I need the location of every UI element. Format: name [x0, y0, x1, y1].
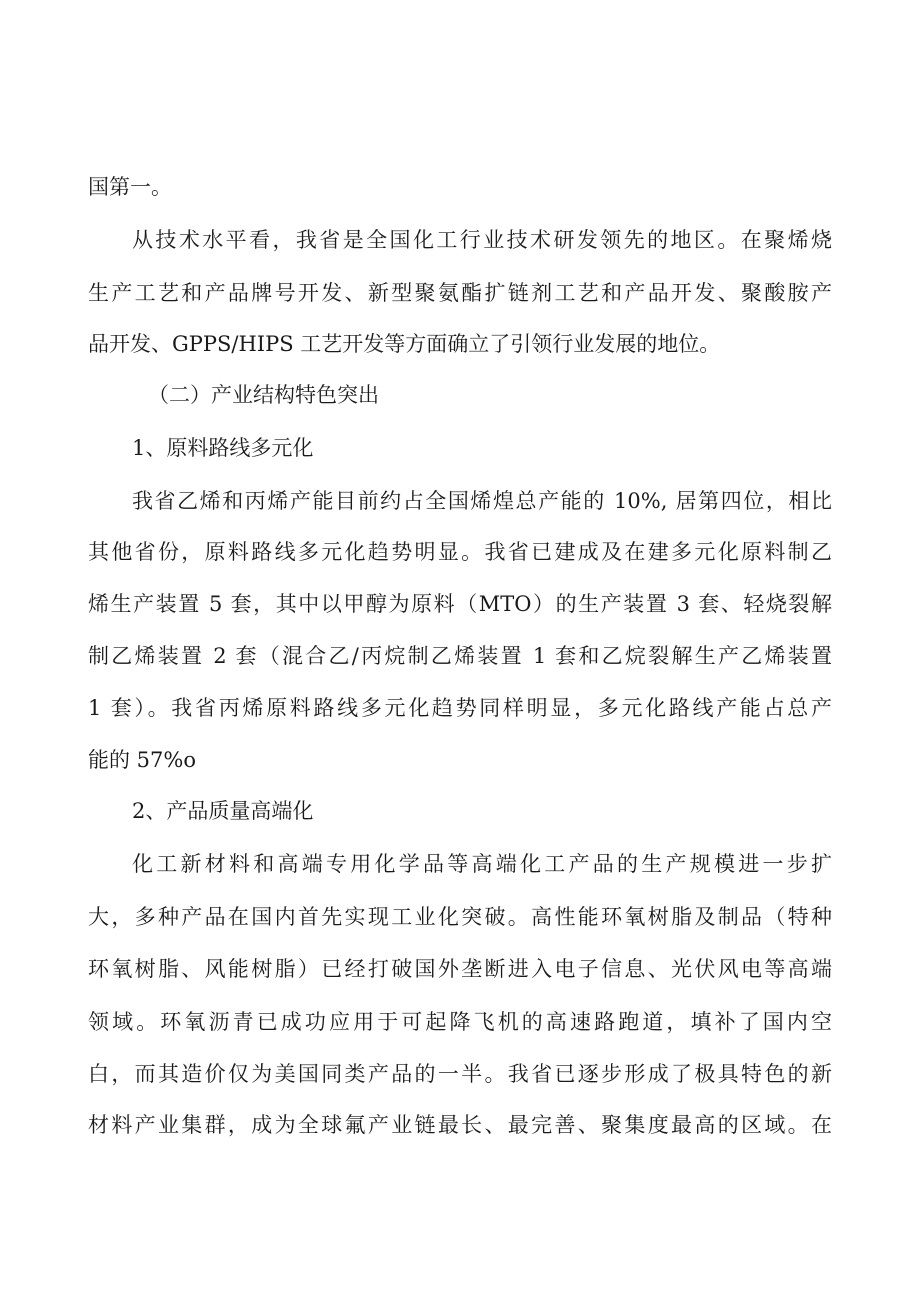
paragraph-line-1: 国第一。	[88, 175, 172, 199]
paragraph-line-14: 领域。环氧沥青已成功应用于可起降飞机的高速路跑道，填补了国内空	[88, 1010, 832, 1034]
paragraph-line-4: 品开发、GPPS/HIPS 工艺开发等方面确立了引领行业发展的地位。	[88, 332, 721, 356]
paragraph-line-5: 我省乙烯和丙烯产能目前约占全国烯煌总产能的 10%, 居第四位，相比	[132, 489, 832, 513]
paragraph-line-6: 其他省份，原料路线多元化趋势明显。我省已建成及在建多元化原料制乙	[88, 540, 832, 564]
paragraph-line-3: 生产工艺和产品牌号开发、新型聚氨酯扩链剂工艺和产品开发、聚酸胺产	[88, 281, 832, 305]
paragraph-line-2: 从技术水平看，我省是全国化工行业技术研发领先的地区。在聚烯烧	[132, 228, 832, 252]
subsection-heading-2: 2、产品质量高端化	[132, 799, 314, 823]
subsection-heading-1: 1、原料路线多元化	[132, 436, 314, 460]
paragraph-line-12: 大，多种产品在国内首先实现工业化突破。高性能环氧树脂及制品（特种	[88, 905, 832, 929]
paragraph-line-11: 化工新材料和高端专用化学品等高端化工产品的生产规模进一步扩	[132, 852, 832, 876]
paragraph-line-10: 能的 57%o	[88, 748, 196, 772]
paragraph-line-13: 环氧树脂、风能树脂）已经打破国外垄断进入电子信息、光伏风电等高端	[88, 957, 832, 981]
section-heading: （二）产业结构特色突出	[148, 383, 379, 407]
paragraph-line-15: 白，而其造价仅为美国同类产品的一半。我省已逐步形成了极具特色的新	[88, 1062, 832, 1086]
paragraph-line-7: 烯生产装置 5 套，其中以甲醇为原料（MTO）的生产装置 3 套、轻烧裂解	[88, 592, 832, 616]
paragraph-line-16: 材料产业集群，成为全球氟产业链最长、最完善、聚集度最高的区域。在	[88, 1113, 832, 1137]
paragraph-line-8: 制乙烯装置 2 套（混合乙/丙烷制乙烯装置 1 套和乙烷裂解生产乙烯装置	[88, 644, 832, 668]
paragraph-line-9: 1 套）。我省丙烯原料路线多元化趋势同样明显，多元化路线产能占总产	[88, 696, 832, 720]
